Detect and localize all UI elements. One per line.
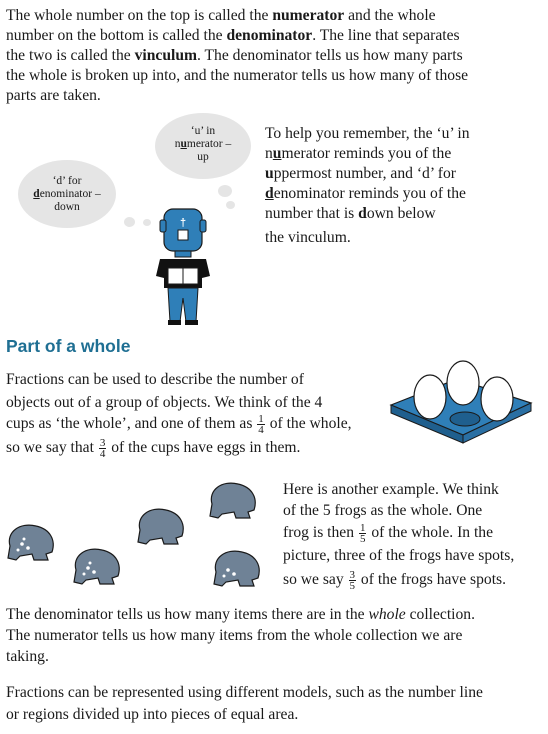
- thinking-figure-illustration: [150, 206, 220, 328]
- reminder-line-2: numerator reminds you of the: [265, 145, 452, 162]
- intro-line-2: number on the bottom is called the denominator. The line that separates: [6, 27, 460, 44]
- frog-spotted: [8, 525, 53, 560]
- frogs-line-1: Here is another example. We think: [283, 481, 499, 498]
- reminder-line-3: uppermost number, and ‘d’ for: [265, 165, 456, 182]
- fraction-three-fifths: $\frac{3}{5}$: [349, 569, 356, 592]
- frogs-line-3: frog is then $\frac{1}{5}$ of the whole. In the: [283, 522, 494, 545]
- term-denominator: denominator: [226, 27, 313, 44]
- term-vinculum: vinculum: [134, 47, 198, 64]
- collection-line-1: The denominator tells us how many items there are in the whole collection.: [6, 606, 475, 623]
- frogs-line-2: of the 5 frogs as the whole. One: [283, 502, 483, 519]
- reminder-line-6: the vinculum.: [265, 229, 351, 246]
- eggs-line-1: Fractions can be used to describe the number of: [6, 371, 304, 388]
- frog-spotted: [214, 551, 259, 586]
- svg-text:†: †: [179, 217, 187, 229]
- thought-dot: [226, 201, 235, 209]
- models-line-1: Fractions can be represented using different models, such as the number line: [6, 684, 483, 701]
- reminder-line-5: number that is down below: [265, 205, 436, 222]
- eggs-line-4: so we say that $\frac{3}{4}$ of the cups have eggs in them.: [6, 437, 301, 460]
- eggs-line-3: cups as ‘the whole’, and one of them as $\frac{1}{4}$ of the whole,: [6, 413, 352, 436]
- thought-bubble-u: ‘u’ in numerator – up: [155, 113, 251, 179]
- collection-line-3: taking.: [6, 648, 49, 665]
- frogs-line-5: so we say $\frac{3}{5}$ of the frogs have spots.: [283, 569, 507, 592]
- thought-bubble-d: ‘d’ for denominator – down: [18, 160, 116, 228]
- term-numerator: numerator: [272, 7, 345, 24]
- reminder-line-4: denominator reminds you of the: [265, 185, 466, 202]
- section-heading: Part of a whole: [6, 336, 131, 356]
- intro-line-1: The whole number on the top is called the numerator and the whole: [6, 7, 436, 24]
- frog-plain: [210, 483, 255, 518]
- reminder-line-1: To help you remember, the ‘u’ in: [265, 125, 470, 142]
- frog-plain: [138, 509, 183, 544]
- intro-line-3: the two is called the vinculum. The denominator tells us how many parts: [6, 47, 463, 64]
- fraction-three-quarters: $\frac{3}{4}$: [99, 437, 106, 460]
- fraction-one-quarter: $\frac{1}{4}$: [258, 413, 264, 436]
- eggs-line-2: objects out of a group of objects. We think of the 4: [6, 394, 323, 411]
- frogs-illustration: [0, 474, 280, 594]
- models-line-2: or regions divided up into pieces of equal area.: [6, 706, 299, 723]
- fraction-one-fifth: $\frac{1}{5}$: [359, 522, 366, 545]
- thought-dot: [124, 217, 135, 227]
- egg-tray-illustration: [387, 357, 535, 447]
- frogs-line-4: picture, three of the frogs have spots,: [283, 547, 515, 564]
- intro-line-5: parts are taken.: [6, 87, 101, 104]
- thought-dot: [218, 185, 232, 197]
- frog-spotted: [74, 549, 119, 584]
- intro-line-4: the whole is broken up into, and the numerator tells us how many of those: [6, 67, 469, 84]
- collection-line-2: The numerator tells us how many items from the whole collection we are: [6, 627, 463, 644]
